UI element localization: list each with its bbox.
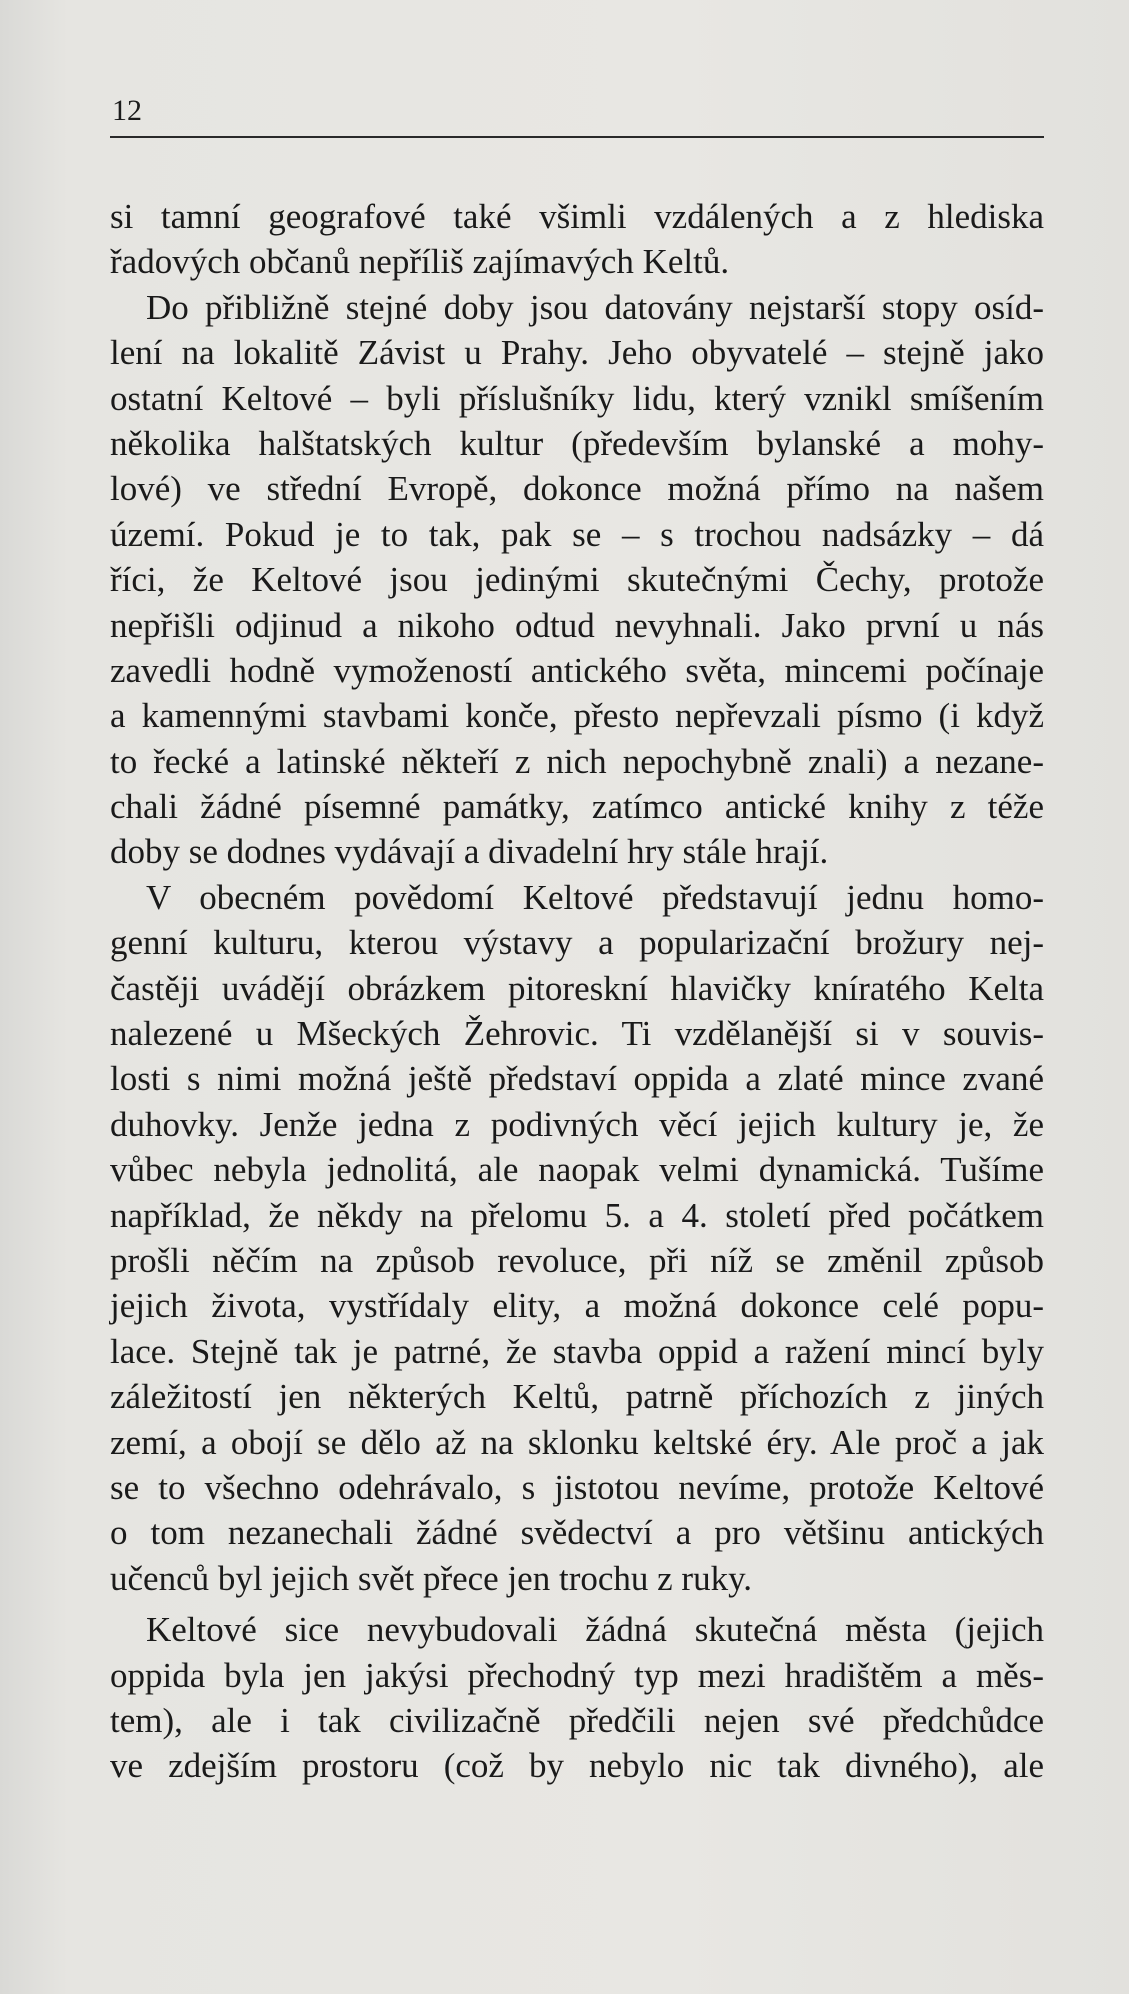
text-line: řadových občanů nepříliš zajímavých Keltů. <box>110 242 730 282</box>
text-line: zavedli hodně vymožeností antického světa, mincemi počínaje <box>110 650 1044 690</box>
text-line: ve zdejším prostoru (což by nebylo nic tak divného), ale <box>110 1746 1044 1786</box>
body-text <box>110 194 1044 1789</box>
text-line: si tamní geografové také všimli vzdálených a z hlediska <box>110 197 1044 236</box>
text-line: říci, že Keltové jsou jedinými skutečnými Čechy, protože <box>110 560 1044 600</box>
text-line: chali žádné písemné památky, zatímco antické knihy z téže <box>110 787 1044 827</box>
text-line: o tom nezanechali žádné svědectví a pro většinu antických <box>110 1513 1044 1553</box>
text-line: Do přibližně stejné doby jsou datovány nejstarší stopy osíd- <box>146 287 1044 327</box>
text-line: losti s nimi možná ještě představí oppida a zlaté mince zvané <box>110 1059 1044 1099</box>
text-line: prošli něčím na způsob revoluce, při níž se změnil způsob <box>110 1240 1044 1280</box>
text-line: oppida byla jen jakýsi přechodný typ mezi hradištěm a měs- <box>110 1655 1044 1695</box>
text-line: zemí, a obojí se dělo až na sklonku keltské éry. Ale proč a jak <box>110 1422 1044 1462</box>
text-line: nepřišli odjinud a nikoho odtud nevyhnali. Jako první u nás <box>110 605 1044 645</box>
text-line: vůbec nebyla jednolitá, ale naopak velmi dynamická. Tušíme <box>110 1150 1044 1190</box>
text-line: a kamennými stavbami konče, přesto nepřevzali písmo (i když <box>110 696 1044 736</box>
text-line: doby se dodnes vydávají a divadelní hry stále hrají. <box>110 832 829 872</box>
text-line: V obecném povědomí Keltové představují jednu homo- <box>146 877 1044 917</box>
page-number: 12 <box>112 94 142 127</box>
text-line: Keltové sice nevybudovali žádná skutečná města (jejich <box>146 1610 1044 1650</box>
text-line: záležitostí jen některých Keltů, patrně příchozích z jiných <box>110 1377 1044 1417</box>
text-line: se to všechno odehrávalo, s jistotou nevíme, protože Keltové <box>110 1467 1044 1507</box>
text-line: tem), ale i tak civilizačně předčili nejen své předchůdce <box>110 1700 1044 1740</box>
text-line: lení na lokalitě Závist u Prahy. Jeho obyvatelé – stejně jako <box>110 333 1044 373</box>
text-line: to řecké a latinské někteří z nich nepochybně znali) a nezane- <box>110 741 1044 781</box>
text-line: duhovky. Jenže jedna z podivných věcí jejich kultury je, že <box>110 1104 1044 1144</box>
text-line: nalezené u Mšeckých Žehrovic. Ti vzdělanější si v souvis- <box>110 1014 1044 1054</box>
paragraph-2 <box>110 285 1044 875</box>
text-line: například, že někdy na přelomu 5. a 4. století před počátkem <box>110 1195 1044 1235</box>
text-line: několika halštatských kultur (především bylanské a mohy- <box>110 423 1044 463</box>
header-rule <box>110 136 1044 138</box>
text-line: lové) ve střední Evropě, dokonce možná přímo na našem <box>110 469 1044 509</box>
text-line: učenců byl jejich svět přece jen trochu z ruky. <box>110 1558 753 1598</box>
text-line: ostatní Keltové – byli příslušníky lidu, který vznikl smíšením <box>110 378 1044 418</box>
text-line: lace. Stejně tak je patrné, že stavba oppid a ražení mincí byly <box>110 1331 1044 1371</box>
paragraph-1 <box>110 194 1044 285</box>
text-line: genní kulturu, kterou výstavy a popularizační brožury nej- <box>110 923 1044 963</box>
text-line: území. Pokud je to tak, pak se – s trochou nadsázky – dá <box>110 514 1044 554</box>
text-line: častěji uvádějí obrázkem pitoreskní hlavičky kníratého Kelta <box>110 968 1044 1008</box>
text-line: jejich života, vystřídaly elity, a možná dokonce celé popu- <box>110 1286 1044 1326</box>
paragraph-4 <box>110 1607 1044 1789</box>
paragraph-3 <box>110 875 1044 1601</box>
